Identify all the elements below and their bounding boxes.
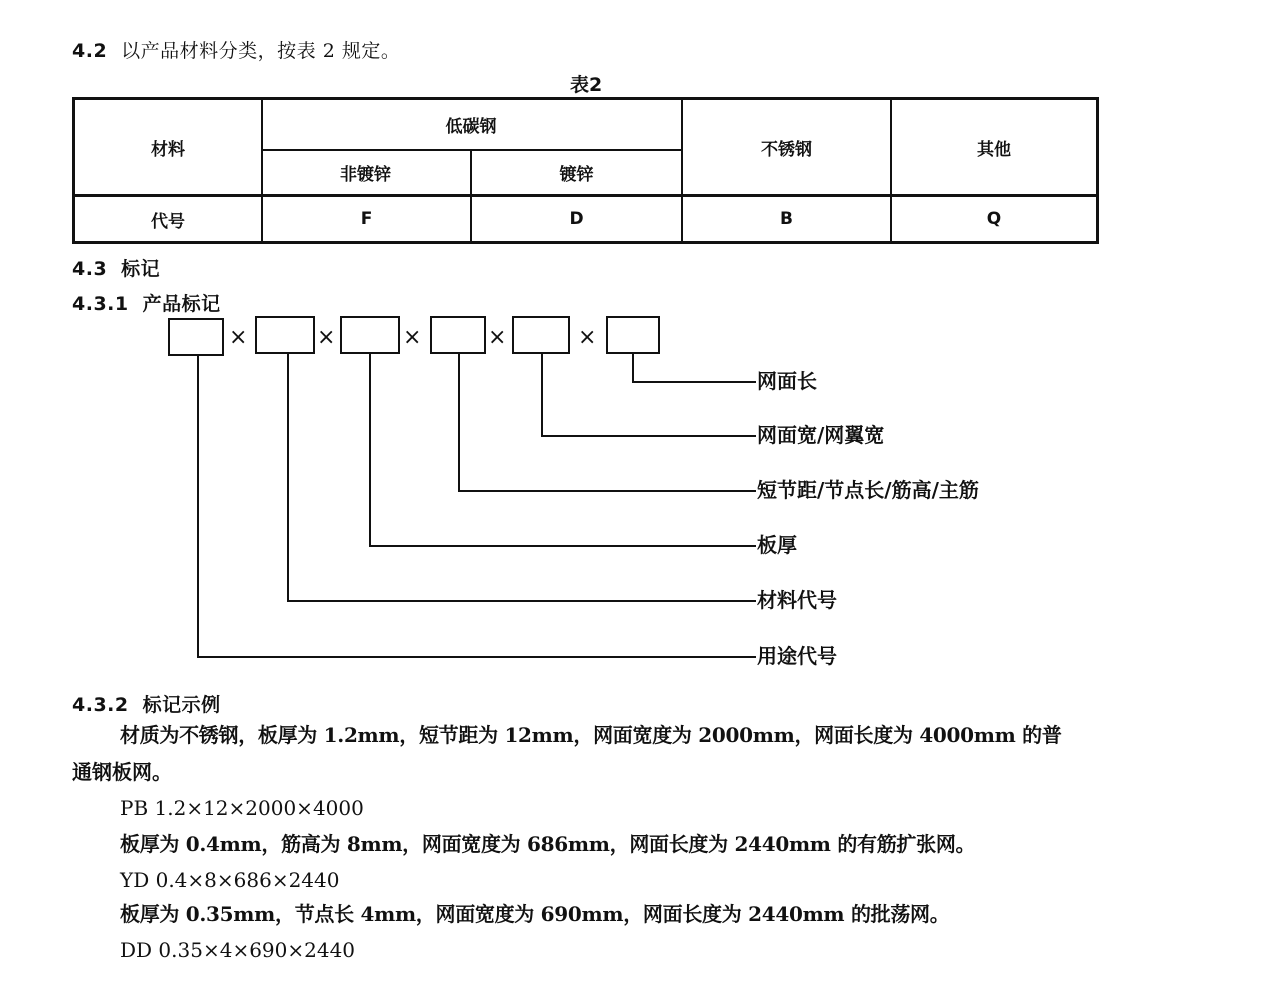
section-text: 以产品材料分类，按表 2 规定。 (121, 40, 401, 62)
example-3-text: 板厚为 0.35mm，节点长 4mm，网面宽度为 690mm，网面长度为 2440mm 的批荡网。 (120, 902, 950, 926)
label-mesh-width: 网面宽/网翼宽 (757, 423, 885, 447)
mark-box-thickness (340, 316, 400, 354)
mark-box-pitch (430, 316, 486, 354)
section-4-3-2-heading (72, 690, 221, 717)
example-1-code: PB 1.2×12×2000×4000 (120, 796, 364, 820)
section-4-2-heading (72, 36, 400, 63)
header-galvanized: 镀锌 (559, 165, 594, 185)
section-text: 标记示例 (142, 694, 221, 716)
example-2-code: YD 0.4×8×686×2440 (120, 868, 340, 892)
times-sign: × (578, 325, 597, 350)
header-other: 其他 (977, 139, 1011, 160)
header-non-galvanized: 非镀锌 (340, 165, 391, 185)
mark-box-material-code (255, 316, 315, 354)
times-sign: × (317, 325, 336, 350)
section-4-3-heading (72, 254, 160, 281)
section-number: 4.2 (72, 40, 108, 62)
code-cell: F (360, 209, 373, 229)
label-mesh-length: 网面长 (757, 369, 817, 393)
mark-box-usage-code (168, 318, 224, 356)
section-text: 产品标记 (142, 293, 221, 315)
example-2-text: 板厚为 0.4mm，筋高为 8mm，网面宽度为 686mm，网面长度为 2440mm 的有筋扩张网。 (120, 832, 976, 856)
mark-box-width (512, 316, 570, 354)
label-thickness: 板厚 (757, 533, 797, 557)
label-material-code: 材料代号 (757, 588, 837, 612)
header-material: 材料 (151, 139, 185, 160)
times-sign: × (403, 325, 422, 350)
label-pitch: 短节距/节点长/筋高/主筋 (757, 478, 979, 502)
example-1-line-1: 材质为不锈钢，板厚为 1.2mm，短节距为 12mm，网面宽度为 2000mm，网面长度为 4000mm 的普 (120, 723, 1062, 747)
material-table (72, 97, 1099, 244)
row-label-code: 代号 (151, 211, 185, 232)
section-number: 4.3 (72, 258, 108, 280)
section-number: 4.3.1 (72, 293, 129, 315)
code-cell: Q (986, 209, 1002, 229)
section-number: 4.3.2 (72, 694, 129, 716)
times-sign: × (488, 325, 507, 350)
section-text: 标记 (121, 258, 161, 280)
times-sign: × (229, 325, 248, 350)
example-3-code: DD 0.35×4×690×2440 (120, 938, 356, 962)
code-cell: D (569, 209, 584, 229)
label-usage-code: 用途代号 (757, 644, 837, 668)
example-1-line-2: 通钢板网。 (72, 760, 172, 784)
header-low-carbon-steel: 低碳钢 (445, 117, 497, 137)
header-stainless-steel: 不锈钢 (761, 139, 812, 160)
table-caption: 表2 (570, 74, 603, 96)
mark-box-length (606, 316, 660, 354)
code-cell: B (780, 209, 793, 229)
section-4-3-1-heading (72, 289, 221, 316)
